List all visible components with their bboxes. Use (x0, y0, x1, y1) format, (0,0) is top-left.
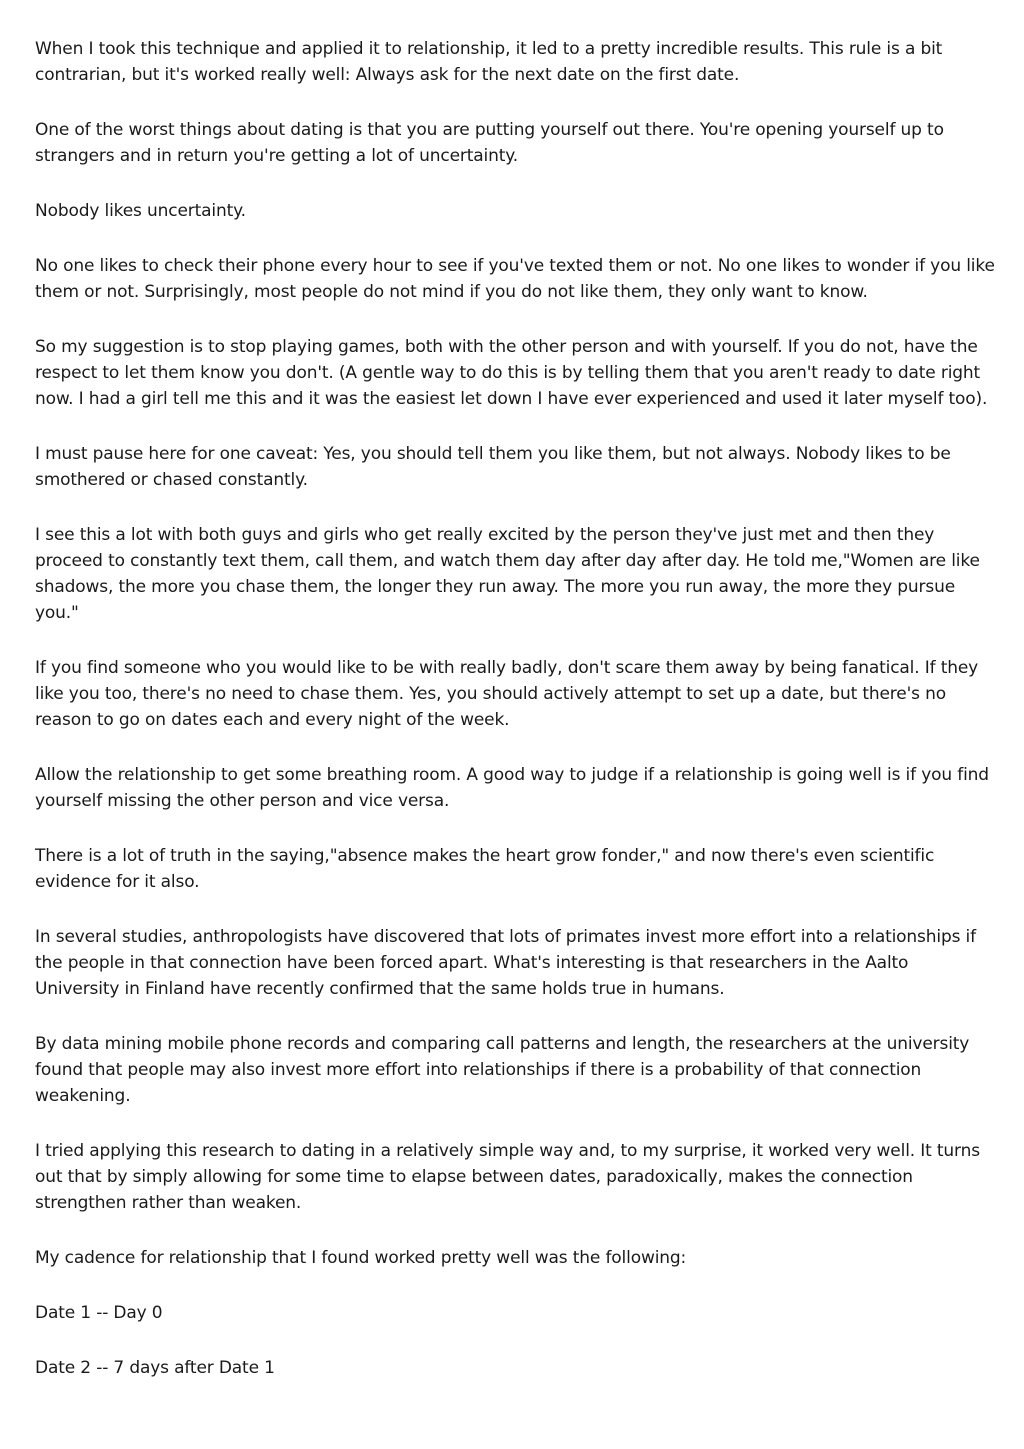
paragraph-3: Nobody likes uncertainty. (35, 201, 246, 221)
paragraph-9: Allow the relationship to get some breathing room. A good way to judge if a relationship is going well is if you find yourself missing the other person and vice versa. (35, 765, 989, 811)
paragraph-1: When I took this technique and applied it to relationship, it led to a pretty incredible results. This rule is a bit contrarian, but it's worked really well: Always ask for the next date on the first date. (35, 39, 943, 85)
paragraph-10: There is a lot of truth in the saying,"absence makes the heart grow fonder," and now there's even scientific evidence for it also. (35, 846, 935, 892)
paragraph-4: No one likes to check their phone every hour to see if you've texted them or not. No one likes to wonder if you like them or not. Surprisingly, most people do not mind if you do not like them, they only want to know. (35, 256, 995, 302)
paragraph-15: Date 1 -- Day 0 (35, 1303, 163, 1323)
paragraph-5: So my suggestion is to stop playing games, both with the other person and with yourself. If you do not, have the respect to let them know you don't. (A gentle way to do this is by telling them that you aren't ready to date right now. I had a girl tell me this and it was the easiest let down I have ever experienced and used it later myself too). (35, 337, 988, 409)
paragraph-11: In several studies, anthropologists have discovered that lots of primates invest more effort into a relationships if the people in that connection have been forced apart. What's interesting is that researchers in the Aalto University in Finland have recently confirmed that the same holds true in humans. (35, 927, 976, 999)
paragraph-8: If you find someone who you would like to be with really badly, don't scare them away by being fanatical. If they like you too, there's no need to chase them. Yes, you should actively attempt to set up a date, but there's no reason to go on dates each and every night of the week. (35, 658, 979, 730)
paragraph-16: Date 2 -- 7 days after Date 1 (35, 1358, 275, 1378)
paragraph-12: By data mining mobile phone records and comparing call patterns and length, the researchers at the university found that people may also invest more effort into relationships if there is a probability of that connection weakening. (35, 1034, 970, 1106)
paragraph-7: I see this a lot with both guys and girls who get really excited by the person they've just met and then they proceed to constantly text them, call them, and watch them day after day after day. He told me,"Women are like shadows, the more you chase them, the longer they run away. The more you run away, the more they pursue you." (35, 525, 980, 623)
paragraph-13: I tried applying this research to dating in a relatively simple way and, to my surprise, it worked very well. It turns out that by simply allowing for some time to elapse between dates, paradoxically, makes the connection strengthen rather than weaken. (35, 1141, 980, 1213)
paragraph-2: One of the worst things about dating is that you are putting yourself out there. You're opening yourself up to strangers and in return you're getting a lot of uncertainty. (35, 120, 944, 166)
document-body (35, 36, 995, 1410)
paragraph-14: My cadence for relationship that I found worked pretty well was the following: (35, 1248, 687, 1268)
paragraph-6: I must pause here for one caveat: Yes, you should tell them you like them, but not always. Nobody likes to be smothered or chased constantly. (35, 444, 951, 490)
